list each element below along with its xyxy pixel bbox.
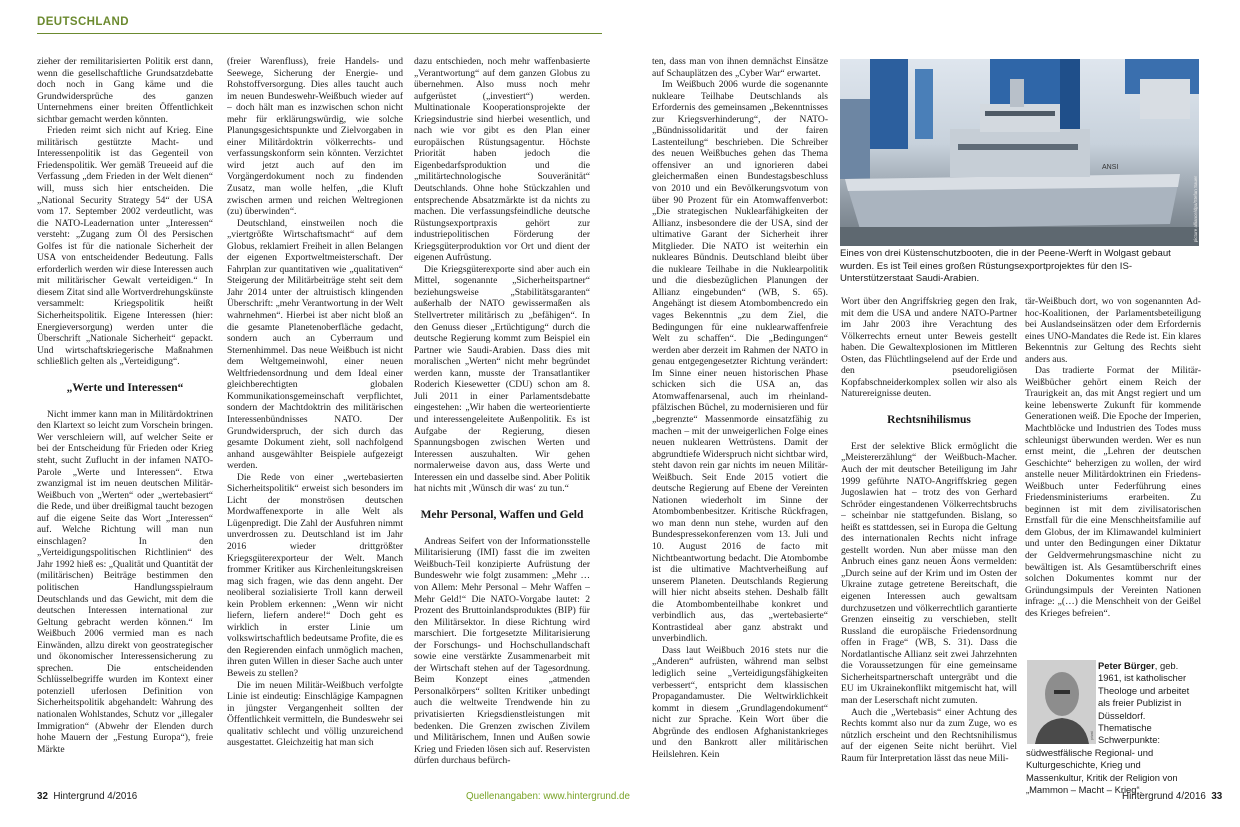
section-heading: Rechtsnihilismus [887, 413, 971, 426]
issue-right: Hintergrund 4/2016 [1122, 791, 1206, 802]
ship-photo [840, 59, 1199, 246]
text-column-6 [1025, 296, 1201, 646]
paragraph: Andreas Seifert von der Informationsstelle Militarisierung (IMI) fasst die im zweiten Weißbuch-Teil konzipierte Aufrüstung der Bundeswehr wie folgt zusammen: „Mehr … von Allem: Mehr Personal – Mehr Waffen – Mehr Geld!“ Die NATO-Vorgabe lautet: 2 Prozent des Bruttoinlandsproduktes (BIP) für den Militärsektor. In diese Richtung wird marschiert. Die fortgesetzte Militarisierung der Forschungs- und Hochschullandschaft sowie eine verstärkte Zusammenarbeit mit der Wirtschaft stehen auf der Tagesordnung. Beim Konzept eines „atmenden Personalkörpers“ sollten Kritiker unbedingt auch die weltweite Trendwende hin zu privatisierten Kriegsdienstleistungen mit bedenken. Die Grenzen zwischen Zivilem und Militärischem, Innen und Außen sowie Krieg und Frieden lösen sich auf. Reservisten dürfen durchaus befürch- [414, 535, 590, 767]
paragraph: Die Rede von einer „wertebasierten Sicherheitspolitik“ erweist sich besonders im Licht der monströsen deutschen Mordwaffenexporte in alle Welt als Lügenpredigt. Die Zahl der Ausfuhren nimmt unverdrossen zu. Deutschland ist im Jahr 2016 wieder drittgrößter Kriegsgüterexporteur der Welt. Manch frommer Kritiker aus Kirchenleitungskreisen mag sich fragen, wie das denn angeht. Der neoliberal sozialisierte Troll kann derweil kein Problem erkennen: „Wenn wir nicht liefern, liefern andere!“ Doch geht es wirklich in erster Linie um volkswirtschaftlich bedeutsame Profite, die es den Regierenden einfach unmöglich machen, ihren guten Willen in dieser Sache auch unter Beweis zu stellen? [227, 471, 403, 679]
footer-right [1122, 791, 1222, 802]
paragraph: zieher der remilitarisierten Politik erst dann, wenn die gesellschaftliche Grundsatzdebatte doch noch in Gang käme und die Grundwidersprüche des ganzen Unternehmens einer breiten Öffentlichkeit sichtbar gemacht werden könnten. [37, 56, 213, 125]
section-heading: Mehr Personal, Waffen und Geld [420, 508, 584, 521]
section-heading: „Werte und Interessen“ [66, 381, 184, 394]
paragraph: ten, dass man von ihnen demnächst Einsätze auf Schauplätzen des „Cyber War“ erwartet. [652, 56, 828, 79]
author-photo-spacer [1026, 660, 1098, 746]
footer-left [37, 791, 137, 802]
paragraph: dazu entschieden, noch mehr waffenbasierte „Verantwortung“ auf dem ganzen Globus zu übernehmen. Also muss noch mehr aufgerüstet („investiert“) werden. Multinationale Kooperationsprojekte der Kriegsindustrie sind hierbei wesentlich, und nach wie vor gibt es den Plan einer europäischen Rüstungsagentur. Höchste Priorität haben jedoch die Eigenbedarfsproduktion und die „militärtechnologische Souveränität“ Deutschlands. Ohne hohe Stückzahlen und entsprechende Absatzmärkte ist da nichts zu machen. Die verfassungsfeindliche deutsche Rüstungsexportpraxis gehört zur industriepolitischen Förderung der Kriegsgüterproduktion vor Ort und dient der eigenen Aufrüstung. [414, 56, 590, 264]
paragraph: Die im neuen Militär-Weißbuch verfolgte Linie ist eindeutig: Einschlägige Kampagnen in jüngster Vergangenheit sollten der Öffentlichkeit vermitteln, die Bundeswehr sei qualitativ schlecht und völlig unzureichend ausgestattet. Gleichzeitig hat man sich [227, 679, 403, 749]
paragraph: Frieden reimt sich nicht auf Krieg. Eine militärisch gestützte Macht- und Interessenpolitik ist das Gegenteil von Friedenspolitik. Wer gemäß Treueeid auf die Verfassung „dem Frieden in der Welt dienen“ will, muss sich hier entscheiden. Die „National Security Strategy 54“ der USA vom 17. September 2002 verdeutlicht, was die NATO-Leadernation unter „Interessen“ versteht: „Zugang zum Öl des Persischen Golfes ist für die nationale Sicherheit der USA von entscheidender Bedeutung. Falls erforderlich werden wir diese Interessen auch mit militärischer Gewalt verteidigen.“ In diesem Zitat sind alle Wortverdrehungskünste versammelt: Kriegspolitik heißt Sicherheitspolitik. Eigene Interessen (hier: Energieversorgung) werden unter die Überschrift „Nationale Sicherheit“ gepackt. Und wirtschaftskriegerische Maßnahmen schließlich gelten als „Verteidigung“. [37, 125, 213, 368]
text-column-3 [414, 56, 590, 774]
issue-left: Hintergrund 4/2016 [53, 791, 138, 802]
paragraph: Die Kriegsgüterexporte sind aber auch ein Mittel, sogenannte „Sicherheitspartner“ beziehungsweise „Stabilitätsgaranten“ außerhalb der NATO gewissermaßen als Stellvertreter militärisch zu „befähigen“. In den Genuss dieser „Ertüchtigung“ durch die deutsche Regierung kommt zum Beispiel ein Partner wie Saudi-Arabien. Dass dies mit moralischen „Werten“ nicht mehr begründet werden kann, musste der Transatlantiker Roderich Kiesewetter (CDU) schon am 8. Juli 2011 in einer Parlamentsdebatte eingestehen: „Wir haben die werteorientierte und interessengeleitete Außenpolitik. Es ist Aufgabe der Regierung, diesen Spannungsbogen zwischen Werten und Interessen auszuhalten. Wir gehen normalerweise davon aus, dass Werte und Interessen ein und dasselbe sind. Aber Politik hat nichts mit ‚Wünsch dir was‘ zu tun.“ [414, 263, 590, 495]
text-column-2 [227, 56, 403, 774]
ship-illustration [840, 59, 1199, 246]
photo-caption: Eines von drei Küstenschutzbooten, die in der Peene-Werft in Wolgast gebaut wurden. Es ist Teil eines großen Rüstungsexportprojektes für den IS-Unterstützerstaat Saudi-Arabien. [840, 248, 1171, 284]
author-name: Peter Bürger [1098, 660, 1155, 671]
page-number-right: 33 [1211, 791, 1223, 802]
section-label: DEUTSCHLAND [37, 16, 129, 28]
paragraph: (freier Warenfluss), freie Handels- und Seewege, Sicherung der Energie- und Rohstoffversorgung. Dies alles taucht auch im neuen Bundeswehr-Weißbuch wieder auf – doch hält man es inzwischen schon nicht mehr für erklärungswürdig, wie solche Planungsgesichtspunkte und Zielvorgaben in einer Militärdoktrin völkerrechts- und verfassungskonform sein könnten. Verzichtet wird jetzt auch auf den im Vorgängerdokument noch zu findenden Zusatz, man wolle helfen, „die Kluft zwischen armen und reichen Weltregionen (zu) überwinden“. [227, 56, 403, 218]
paragraph: Im Weißbuch 2006 wurde die sogenannte nukleare Teilhabe Deutschlands als Erfordernis des gemeinsamen „Bekenntnisses zur Kriegsverhinderung“, der NATO-„Bündnissolidarität und der fairen Lastenteilung“ beschrieben. Die Schreiber des neuen Weißbuches gehen das Thema offensiver an und ignorieren dabei gleichermaßen einen Bundestagsbeschluss von 2010 und ein Bevölkerungsvotum von über 90 Prozent für ein Atomwaffenverbot: „Die strategischen Nuklearfähigkeiten der Allianz, insbesondere die der USA, sind der ultimative Garant der Sicherheit ihrer Mitglieder. Die NATO ist weiterhin ein nukleares Bündnis. Deutschland bleibt über die nukleare Teilhabe in die Nuklearpolitik und die diesbezüglichen Planungen der Allianz eingebunden“ (WB, S. 65). Angehängt ist diesem Atombombencredo ein vages Bekenntnis „zu dem Ziel, die Bedingungen für eine nuklearwaffenfreie Welt zu schaffen“. Die „Bedingungen“ werden aber derzeit im Rahmen der NATO in genau entgegengesetzter Richtung verändert: Im Sinne einer neuen historischen Phase schicken sich die USA an, das Atomwaffenarsenal, auch im rheinland-pfälzischen Büchel, zu modernisieren und für „begrenzte“ Massenmorde einsatzfähig zu machen – mit der unweigerlichen Folge eines neuen nuklearen Wettrüstens. Damit der abgrundtiefe Widerspruch nicht sichtbar wird, steht davon rein gar nichts im neuen Militär-Weißbuch. Seit Ende 2015 votiert die deutsche Regierung auf Ebene der Vereinten Nationen wiederholt im Sinne der Atombombenbesitzer. Kritische Rückfragen, wo man denn nun stehe, wurden auf den Bundespressekonferenzen vom 13. Juli und 10. August 2016 de facto mit Nichtbeantwortung bedacht. Die Atombombe ist die ultimative Machtverheißung auf unserem Planeten. Deutschlands Regierung will hier nicht abseits stehen. Deshalb fällt die Atombombenteilhabe konkret und verbindlich aus, das „wertebasierte“ Kontrastideal aber ganz abstrakt und unverbindlich. [652, 79, 828, 645]
photo-credit: picture alliance/dpa/Stefan Sauer [1193, 175, 1198, 242]
text-column-4 [652, 56, 828, 774]
text-column-1 [37, 56, 213, 774]
author-photo-credit: privat [1090, 731, 1094, 740]
paragraph: Dass laut Weißbuch 2016 stets nur die „Anderen“ aufrüsten, während man selbst lediglich seine „Verteidigungsfähigkeiten verbessert“, entspricht dem klassischen Propagandamuster. Die Weltwirklichkeit kommt in diesem „Grundlagendokument“ nicht zur Sprache. Kein Wort über die Abgründe des endlosen Afghanistankrieges und den Bankrott aller militärischen Heilslehren. Kein [652, 644, 828, 760]
paragraph: Das tradierte Format der Militär-Weißbücher gehört einem Reich der Traurigkeit an, das mit Angst regiert und um keine lebenswerte Zukunft für kommende Generationen weiß. Die Epoche der Imperien, Machtblöcke und Industrien des Todes muss schleunigst überwunden werden. Wer es nun ernst meint, die „Lehren der deutschen Geschichte“ beherzigen zu wollen, der wird anstelle neuer Militärdoktrinen ein Friedens-Weißbuch unter Federführung eines Friedensministeriums erarbeiten. Zu beginnen ist mit dem zivilisatorischen Ernstfall für die eine Menschheitsfamilie auf dem Globus, der im Klimawandel kulminiert und unter den Bedingungen einer Diktatur der Geldvermehrungsmaschine nicht zu bewältigen ist. Als Gesamtüberschrift eines solchen Dokumentes kommt nur der Gründungsimpuls der Vereinten Nationen infrage: „(…) die Menschheit von der Geißel des Krieges befreien“. [1025, 365, 1201, 619]
ship-label: ANSI [1102, 164, 1119, 171]
paragraph: tär-Weißbuch dort, wo von sogenannten Ad-hoc-Koalitionen, der Parlamentsbeteiligung bei Auslandseinsätzen oder dem Erfordernis eines UNO-Mandates die Rede ist. Ein klares Bekenntnis zur Geltung des Rechts sieht anders aus. [1025, 296, 1201, 365]
section-rule [37, 33, 602, 34]
page-number-left: 32 [37, 791, 48, 802]
paragraph: Nicht immer kann man in Militärdoktrinen den Klartext so leicht zum Vorschein bringen. Wer verschleiern will, auf welcher Seite er bei der Entscheidung für Frieden oder Krieg steht, sucht Zuflucht in der infamen NATO-Parole „Werte und Interessen“. Etwa zwanzigmal ist im neuen deutschen Militär-Weißbuch von „Werten“ oder „wertebasiert“ die Rede, und über dreißigmal taucht bezogen auf die eigene Seite das Wort „Interessen“ auf. Welche Richtung will man nun einschlagen? In den „Verteidigungspolitischen Richtlinien“ des Jahr 1992 hieß es: „Qualität und Quantität der (militärischen) Beiträge bestimmen den politischen Handlungsspielraum Deutschlands und das Gewicht, mit dem die deutschen Interessen international zur Geltung gebracht werden können.“ Im Weißbuch 2006 vermied man es nach Einwänden, allzu direkt von geostrategischer und ökonomischer Interessensicherung zu sprechen. Die entscheidenden Schlüsselbegriffe wurden im Kontext einer potenziell uferlosen Definition von Sicherheitspolitik abgehandelt: Wahrung des nationalen Wohlstandes, Schutz vor „illegaler Immigration“ (Abwehr der Elenden durch hohe Mauern der „Festung Europa“), freie Märkte [37, 408, 213, 755]
paragraph: Erst der selektive Blick ermöglicht die „Meistererzählung“ der Weißbuch-Macher. Auch der mit deutscher Beteiligung im Jahr 1999 geführte NATO-Angriffskrieg gegen Jugoslawien hat – trotz des von Gerhard Schröder eingestandenen Völkerrechtsbruchs – scheinbar nie stattgefunden. Bislang, so heißt es stattdessen, sei in Europa die Geltung des internationalen Rechts nicht infrage gestellt worden. Nun aber müsse man den Anbruch eines ganz neuen Äons vermelden: „Durch seine auf der Krim und im Osten der Ukraine zutage getretene Bereitschaft, die eigenen Interessen auch gewaltsam durchzusetzen und völkerrechtlich garantierte Grenzen einseitig zu verschieben, stellt Russland die europäische Friedensordnung offen in Frage“ (WB, S. 31). Dass die Nordatlantische Allianz seit zwei Jahrzehnten die Voraussetzungen für eine gemeinsame Sicherheitspartnerschaft untergräbt und die EU im Ukrainekonflikt mitgemischt hat, will man der Leserschaft nicht zumuten. [841, 440, 1017, 706]
paragraph: Auch die „Wertebasis“ einer Achtung des Rechts kommt also nur da zum Zuge, wo es nützlich erscheint und den Rechtsnihilismus auf der eigenen Seite nicht berührt. Viel Raum für Interpretation lässt das neue Mili- [841, 706, 1017, 764]
text-column-5 [841, 296, 1017, 774]
paragraph: Deutschland, einstweilen noch die „viertgrößte Wirtschaftsmacht“ auf dem Globus, reklamiert Freiheit in allen Belangen der eigenen Exportweltmeisterschaft. Der Fahrplan zur quantitativen wie „qualitativen“ Steigerung der Militärbeiträge steht seit dem Jahr 2014 unter der altruistisch klingenden Überschrift: „mehr Verantwortung in der Welt wahrnehmen“. Hierbei ist aber nicht bloß an die gesamte Planetenoberfläche gedacht, sondern auch an Cyberraum und Sternenhimmel. Das neue Weißbuch ist nicht dem Weltgemeinwohl, einer neuen Weltfriedensordnung und dem Ideal einer gleichberechtigten globalen Kommunikationsgemeinschaft verpflichtet, sondern der Machtdoktrin des militärischen Interessenbündnisses NATO. Der Grundwiderspruch, der sich durch das gesamte Dokument zieht, soll nachfolgend anhand ausgewählter Beispiele aufgezeigt werden. [227, 217, 403, 472]
author-description: , geb. 1961, ist katholischer Theologe und arbeitet als freier Publizist in Düsseldorf. Thematische Schwerpunkte: südwestfälische Regional- und Kulturgeschichte, Krieg und Massenkultur, Kritik der Religion von „Mammon – Macht – Krieg“. [1026, 660, 1190, 796]
source-note-link[interactable]: Quellenangaben: www.hintergrund.de [466, 791, 630, 802]
author-bio [1026, 660, 1201, 796]
paragraph: Wort über den Angriffskrieg gegen den Irak, mit dem die USA und andere NATO-Partner im Jahr 2003 ihre Verachtung des Völkerrechts erneut unter Beweis gestellt haben. Die Gewaltexplosionen im Mittleren Osten, das Flüchtlingselend auf der Erde und den pseudoreligiösen Kopfabschneiderkomplex sollen wir also als Naturereignisse deuten. [841, 296, 1017, 400]
